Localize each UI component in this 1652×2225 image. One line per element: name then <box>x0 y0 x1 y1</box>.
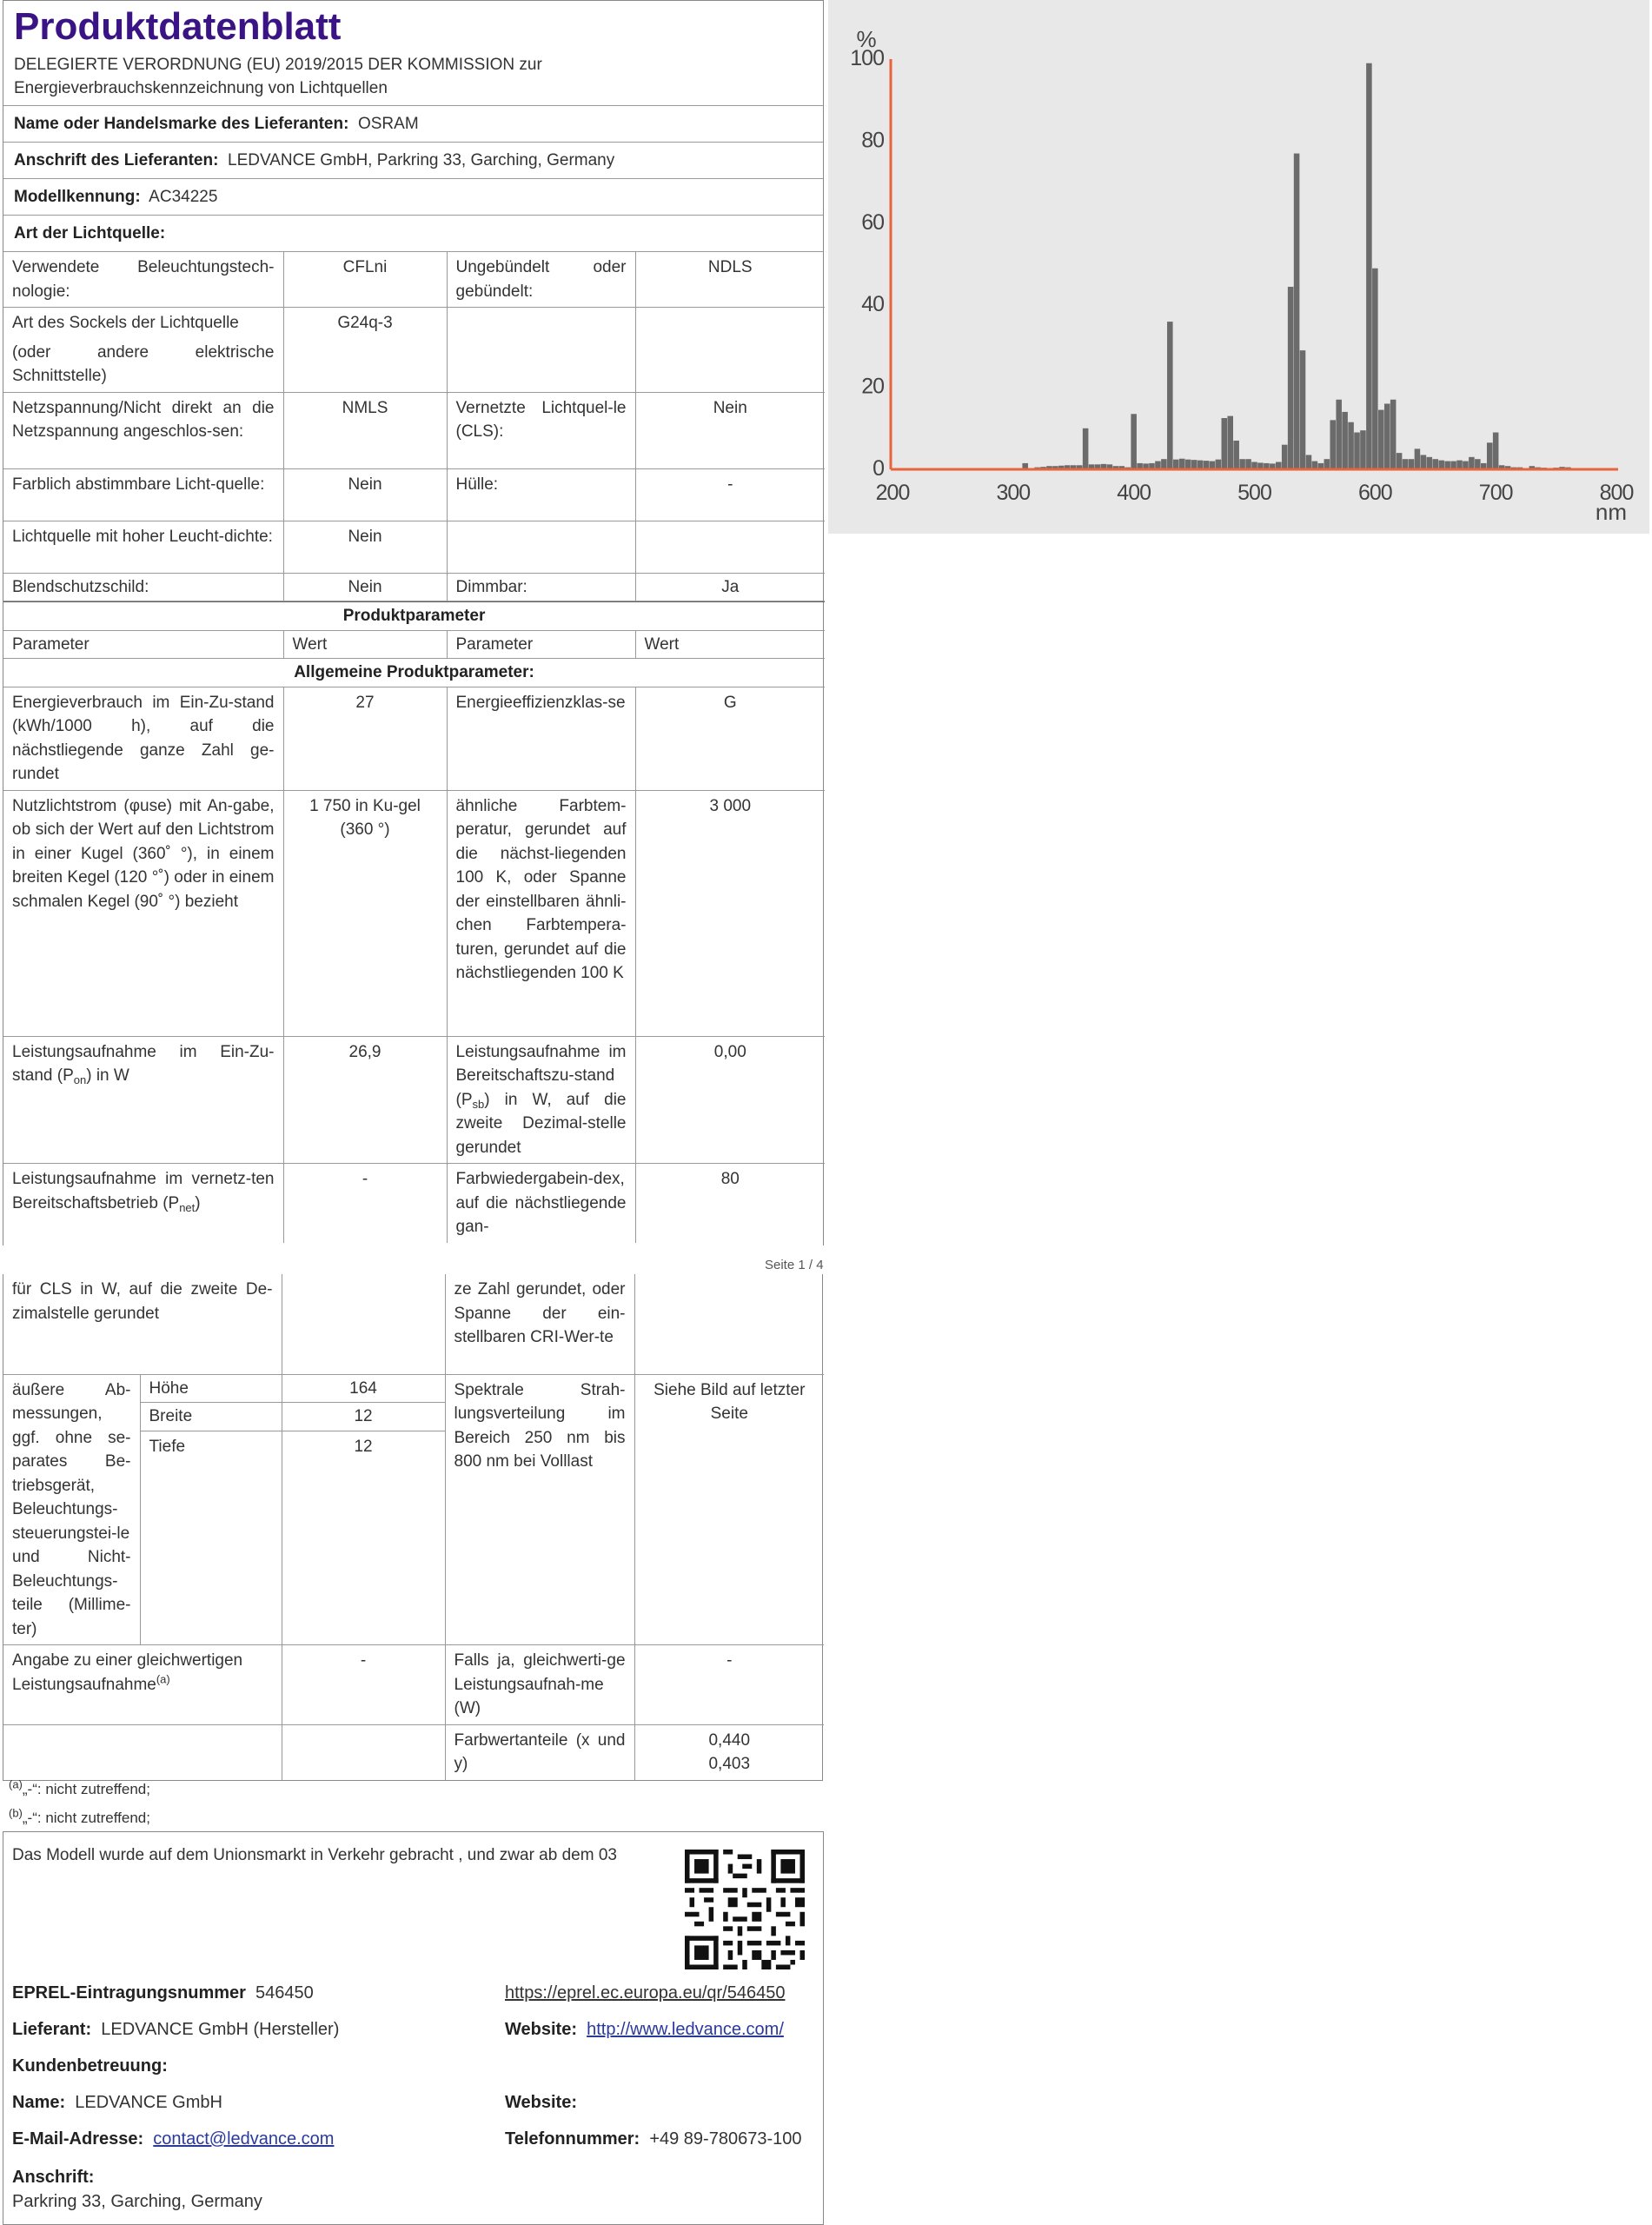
empty-cell <box>634 1274 824 1374</box>
website-link[interactable]: http://www.ledvance.com/ <box>587 2020 784 2039</box>
spectrum-bar <box>1421 455 1427 469</box>
highlum-value: Nein <box>283 521 447 573</box>
qr-code-icon[interactable] <box>685 1850 805 1969</box>
spectrum-bar <box>1415 448 1421 469</box>
spectrum-bar <box>1348 422 1354 469</box>
params-table <box>3 601 825 1243</box>
cls-label: Vernetzte Lichtquel-le (CLS): <box>447 392 635 468</box>
eprel-label: EPREL-Eintragungsnummer <box>12 1983 246 2002</box>
page-subtitle <box>3 50 823 106</box>
subtitle-line2: Energieverbrauchskennzeichnung von Lichtquellen <box>14 79 388 97</box>
service-label: Kundenbetreuung: <box>12 2056 168 2076</box>
cri-label-continued: ze Zahl gerundet, oder Spanne der ein-stellbaren CRI-Wer-te <box>445 1274 634 1374</box>
psb-label-text: Leistungsaufnahme im Bereitschaftszu-stand (P <box>455 1042 627 1109</box>
psb-label-sub: sb <box>472 1097 485 1111</box>
datasheet-page2 <box>3 1274 823 1781</box>
spd-label: Spektrale Strah-lungsverteilung im Bereich 250 nm bis 800 nm bei Volllast <box>445 1374 634 1645</box>
eprel-value: 546450 <box>255 1983 314 2002</box>
service-row <box>12 2056 168 2076</box>
spectrum-bar <box>1354 433 1360 469</box>
spectrum-bar <box>1469 457 1475 469</box>
footnote-b-mark: (b) <box>9 1806 23 1820</box>
spectrum-bar <box>1384 403 1390 469</box>
chroma-value <box>634 1724 824 1780</box>
model-label: Modellkennung: <box>14 188 141 206</box>
bundled-label: Ungebündelt oder gebündelt: <box>447 252 635 308</box>
spectrum-bar <box>1330 420 1336 469</box>
spectrum-bar <box>1409 459 1415 469</box>
bundled-value: NDLS <box>635 252 825 308</box>
pon-label <box>3 1036 283 1164</box>
equivw-label: Falls ja, gleichwerti-ge Leistungsaufnah-me (W) <box>445 1645 634 1725</box>
contact-name-row <box>12 2093 222 2113</box>
y-tick-label: 80 <box>861 128 884 153</box>
website2-label: Website: <box>505 2093 577 2112</box>
depth-label: Tiefe <box>140 1431 282 1644</box>
spectrum-chart <box>828 0 1649 534</box>
pon-label-sub: on <box>73 1073 87 1086</box>
spectrum-bar <box>1198 461 1204 469</box>
supplier-row <box>12 2020 339 2040</box>
dimmable-label: Dimmbar: <box>447 573 635 601</box>
model-value: AC34225 <box>149 188 218 206</box>
y-tick-label: 40 <box>861 292 884 317</box>
cls-value: Nein <box>635 392 825 468</box>
antiglare-label: Blendschutzschild: <box>3 573 283 601</box>
chroma-label: Farbwertanteile (x und y) <box>445 1724 634 1780</box>
email-row <box>12 2129 334 2149</box>
address-value: Parkring 33, Garching, Germany <box>12 2192 262 2211</box>
spectrum-bar <box>1173 460 1179 469</box>
flux-label: Nutzlichtstrom (φuse) mit An-gabe, ob sich der Wert auf den Lichtstrom in einer Kugel (360˚ °), in einem breiten Kegel (120 °˚) oder in einem schmalen Kegel (90˚ °) bezieht <box>3 790 283 1036</box>
spectrum-bar <box>1161 459 1167 469</box>
spectrum-bar <box>1432 459 1438 469</box>
email-link[interactable]: contact@ledvance.com <box>153 2129 335 2149</box>
pnet-value: - <box>283 1164 447 1243</box>
y-tick-label: 0 <box>872 456 884 481</box>
envelope-label: Hülle: <box>447 468 635 521</box>
spectrum-bar <box>1131 414 1137 469</box>
spectrum-bar <box>1378 410 1384 469</box>
empty-cell <box>447 308 635 393</box>
spectrum-bar <box>1456 461 1463 469</box>
x-tick-label: 700 <box>1478 481 1513 505</box>
spectrum-bar <box>1288 287 1294 469</box>
equiv-value: - <box>282 1645 445 1725</box>
equiv-label-text: Angabe zu einer gleichwertigen Leistungsaufnahme <box>12 1651 243 1694</box>
supplier-info-box <box>3 1831 824 2225</box>
page-title: Produktdatenblatt <box>14 5 342 48</box>
spd-value: Siehe Bild auf letzter Seite <box>634 1374 824 1645</box>
params-section-title: Produktparameter <box>3 602 825 631</box>
spectrum-bar <box>1185 460 1191 469</box>
socket-label <box>3 308 283 393</box>
phone-label: Telefonnummer: <box>505 2129 640 2149</box>
contact-name-value: LEDVANCE GmbH <box>75 2093 222 2112</box>
lightsource-type-label: Art der Lichtquelle: <box>14 224 166 242</box>
envelope-value: - <box>635 468 825 521</box>
footnote-a <box>9 1775 150 1803</box>
y-tick-label: 60 <box>861 209 884 235</box>
website-label: Website: <box>505 2020 577 2039</box>
spectrum-bar <box>1239 459 1245 469</box>
supplier-address-row <box>3 143 823 179</box>
spectrum-bar <box>1342 412 1348 469</box>
phone-row <box>505 2129 801 2149</box>
spectrum-bar <box>1306 455 1312 469</box>
x-tick-label: 500 <box>1237 481 1271 505</box>
height-label: Höhe <box>140 1374 282 1403</box>
pnet-label <box>3 1164 283 1243</box>
energy-label: Energieverbrauch im Ein-Zu-stand (kWh/1000 h), auf die nächstliegende ganze Zahl ge-rundet <box>3 687 283 790</box>
subtitle-line1: DELEGIERTE VERORDNUNG (EU) 2019/2015 DER KOMMISSION zur <box>14 56 542 74</box>
website-row <box>505 2020 784 2040</box>
x-tick-label: 300 <box>996 481 1031 505</box>
empty-cell <box>3 1724 282 1780</box>
spectrum-bar <box>1222 418 1228 469</box>
x-tick-label: 200 <box>875 481 910 505</box>
spectrum-bar <box>1191 460 1198 469</box>
address-label: Anschrift: <box>12 2168 95 2187</box>
footnote-b <box>9 1803 150 1832</box>
y-tick-label: 20 <box>861 374 884 399</box>
depth-value: 12 <box>282 1431 445 1644</box>
spectrum-bar <box>1475 459 1481 469</box>
spectrum-bar <box>1403 459 1409 469</box>
supplier-name-value: OSRAM <box>357 115 419 133</box>
eclass-value: G <box>635 687 825 790</box>
spectrum-bar <box>1487 442 1493 469</box>
pnet-label-continued: für CLS in W, auf die zweite De-zimalstelle gerundet <box>3 1274 282 1374</box>
col-header-param: Parameter <box>3 630 283 659</box>
energy-value: 27 <box>283 687 447 790</box>
footnote-b-text: „-“: nicht zutreffend; <box>22 1810 150 1826</box>
x-tick-label: 400 <box>1117 481 1151 505</box>
eprel-link[interactable]: https://eprel.ec.europa.eu/qr/546450 <box>505 1983 786 2002</box>
tech-label: Verwendete Beleuchtungstech-nologie: <box>3 252 283 308</box>
spectrum-bar <box>1438 461 1444 469</box>
psb-label-suffix: ) in W, auf die zweite Dezimal-stelle gerundet <box>455 1090 627 1157</box>
model-row <box>3 179 823 216</box>
socket-value: G24q-3 <box>283 308 447 393</box>
phone-value: +49 89-780673-100 <box>649 2129 802 2149</box>
col-header-value2: Wert <box>635 630 825 659</box>
spectrum-bar <box>1227 416 1233 469</box>
pnet-label-text: Leistungsaufnahme im vernetz-ten Bereitschaftsbetrieb (P <box>12 1170 275 1212</box>
general-params-title: Allgemeine Produktparameter: <box>3 659 825 687</box>
spectrum-bar <box>1360 430 1366 469</box>
datasheet-page1 <box>3 0 824 1245</box>
x-tick-label: 600 <box>1357 481 1392 505</box>
equiv-label <box>3 1645 282 1725</box>
equiv-label-sup: (a) <box>156 1672 170 1686</box>
address-label-row <box>12 2168 94 2188</box>
contact-name-label: Name: <box>12 2093 66 2112</box>
spectrum-bar <box>1233 441 1239 469</box>
eprel-row <box>12 1983 314 2003</box>
x-tick-label: 800 <box>1599 481 1634 505</box>
params-table-continued <box>3 1274 824 1780</box>
spectrum-bar <box>1493 433 1499 469</box>
tech-value: CFLni <box>283 252 447 308</box>
height-value: 164 <box>282 1374 445 1403</box>
spectrum-bar <box>1083 428 1089 469</box>
flux-value: 1 750 in Ku-gel (360 °) <box>283 790 447 1036</box>
footnotes <box>9 1775 150 1832</box>
x-axis-label: nm <box>1595 499 1627 525</box>
lightsource-table <box>3 252 825 601</box>
footnote-a-mark: (a) <box>9 1777 23 1791</box>
eclass-label: Energieeffizienzklas-se <box>447 687 635 790</box>
chroma-y: 0,403 <box>708 1755 751 1773</box>
supplier-address-value: LEDVANCE GmbH, Parkring 33, Garching, Germany <box>228 151 615 169</box>
col-header-value: Wert <box>283 630 447 659</box>
cct-value: 3 000 <box>635 790 825 1036</box>
spectrum-bar <box>1372 269 1378 469</box>
tunable-label: Farblich abstimmbare Licht-quelle: <box>3 468 283 521</box>
website2-row <box>505 2093 577 2113</box>
spectrum-bar <box>1324 459 1330 469</box>
mains-label: Netzspannung/Nicht direkt an die Netzspannung angeschlos-sen: <box>3 392 283 468</box>
cct-label: ähnliche Farbtem-peratur, gerundet auf die nächst-liegenden 100 K, oder Spanne der einstellbaren ähnli-chen Farbtempera-turen, gerundet auf die nächstliegenden 100 K <box>447 790 635 1036</box>
highlum-label: Lichtquelle mit hoher Leucht-dichte: <box>3 521 283 573</box>
supplier-name-row <box>3 106 823 143</box>
spectrum-bar <box>1336 400 1342 469</box>
chroma-x: 0,440 <box>708 1730 751 1750</box>
dimmable-value: Ja <box>635 573 825 601</box>
supplier-name-label: Name oder Handelsmarke des Lieferanten: <box>14 115 349 133</box>
email-label: E-Mail-Adresse: <box>12 2129 144 2149</box>
supplier-value: LEDVANCE GmbH (Hersteller) <box>101 2020 340 2039</box>
spectrum-bar <box>1300 350 1306 469</box>
page-number: Seite 1 / 4 <box>765 1258 824 1272</box>
spectrum-bar <box>1245 459 1251 469</box>
psb-label <box>447 1036 635 1164</box>
spectrum-bar <box>1390 400 1397 469</box>
width-value: 12 <box>282 1403 445 1431</box>
empty-cell <box>635 308 825 393</box>
spectrum-bar <box>1366 63 1372 469</box>
antiglare-value: Nein <box>283 573 447 601</box>
empty-cell <box>282 1274 445 1374</box>
socket-label-line1: Art des Sockels der Lichtquelle <box>12 314 239 332</box>
psb-value: 0,00 <box>635 1036 825 1164</box>
y-axis-label: % <box>856 26 877 52</box>
spectrum-bar <box>1397 453 1403 469</box>
socket-label-line2: (oder andere elektrische Schnittstelle) <box>12 342 275 385</box>
supplier-address-label: Anschrift des Lieferanten: <box>14 151 219 169</box>
pnet-label-suffix: ) <box>195 1193 201 1212</box>
spectrum-bar <box>1294 154 1300 469</box>
y-tick-label: 100 <box>850 46 884 70</box>
pnet-label-sub: net <box>179 1200 196 1214</box>
empty-cell <box>447 521 635 573</box>
col-header-param2: Parameter <box>447 630 635 659</box>
dims-label: äußere Ab-messungen, ggf. ohne se-parates Be-triebsgerät, Beleuchtungs-steuerungstei-le und Nicht-Beleuchtungs-teile (Millime-ter) <box>3 1374 140 1645</box>
spectrum-bar <box>1167 322 1173 469</box>
lightsource-type-row <box>3 216 823 252</box>
market-text: Das Modell wurde auf dem Unionsmarkt in Verkehr gebracht , und zwar ab dem 03 <box>12 1846 617 1864</box>
tunable-value: Nein <box>283 468 447 521</box>
spectrum-bar <box>1179 459 1185 469</box>
equivw-value: - <box>634 1645 824 1725</box>
spectrum-bar <box>1282 445 1288 469</box>
pon-label-text: Leistungsaufnahme im Ein-Zu-stand (P <box>12 1042 275 1085</box>
empty-cell <box>282 1724 445 1780</box>
empty-cell <box>635 521 825 573</box>
pon-label-suffix: ) in W <box>86 1066 129 1085</box>
spectrum-bar <box>1427 457 1433 469</box>
footnote-a-text: „-“: nicht zutreffend; <box>22 1781 150 1797</box>
width-label: Breite <box>140 1403 282 1431</box>
cri-label: Farbwiedergabein-dex, auf die nächstliegende gan- <box>447 1164 635 1243</box>
cri-value: 80 <box>635 1164 825 1243</box>
pon-value: 26,9 <box>283 1036 447 1164</box>
supplier-label: Lieferant: <box>12 2020 92 2039</box>
mains-value: NMLS <box>283 392 447 468</box>
spectrum-bar <box>1216 460 1222 469</box>
spectrum-chart-svg <box>828 0 1649 534</box>
